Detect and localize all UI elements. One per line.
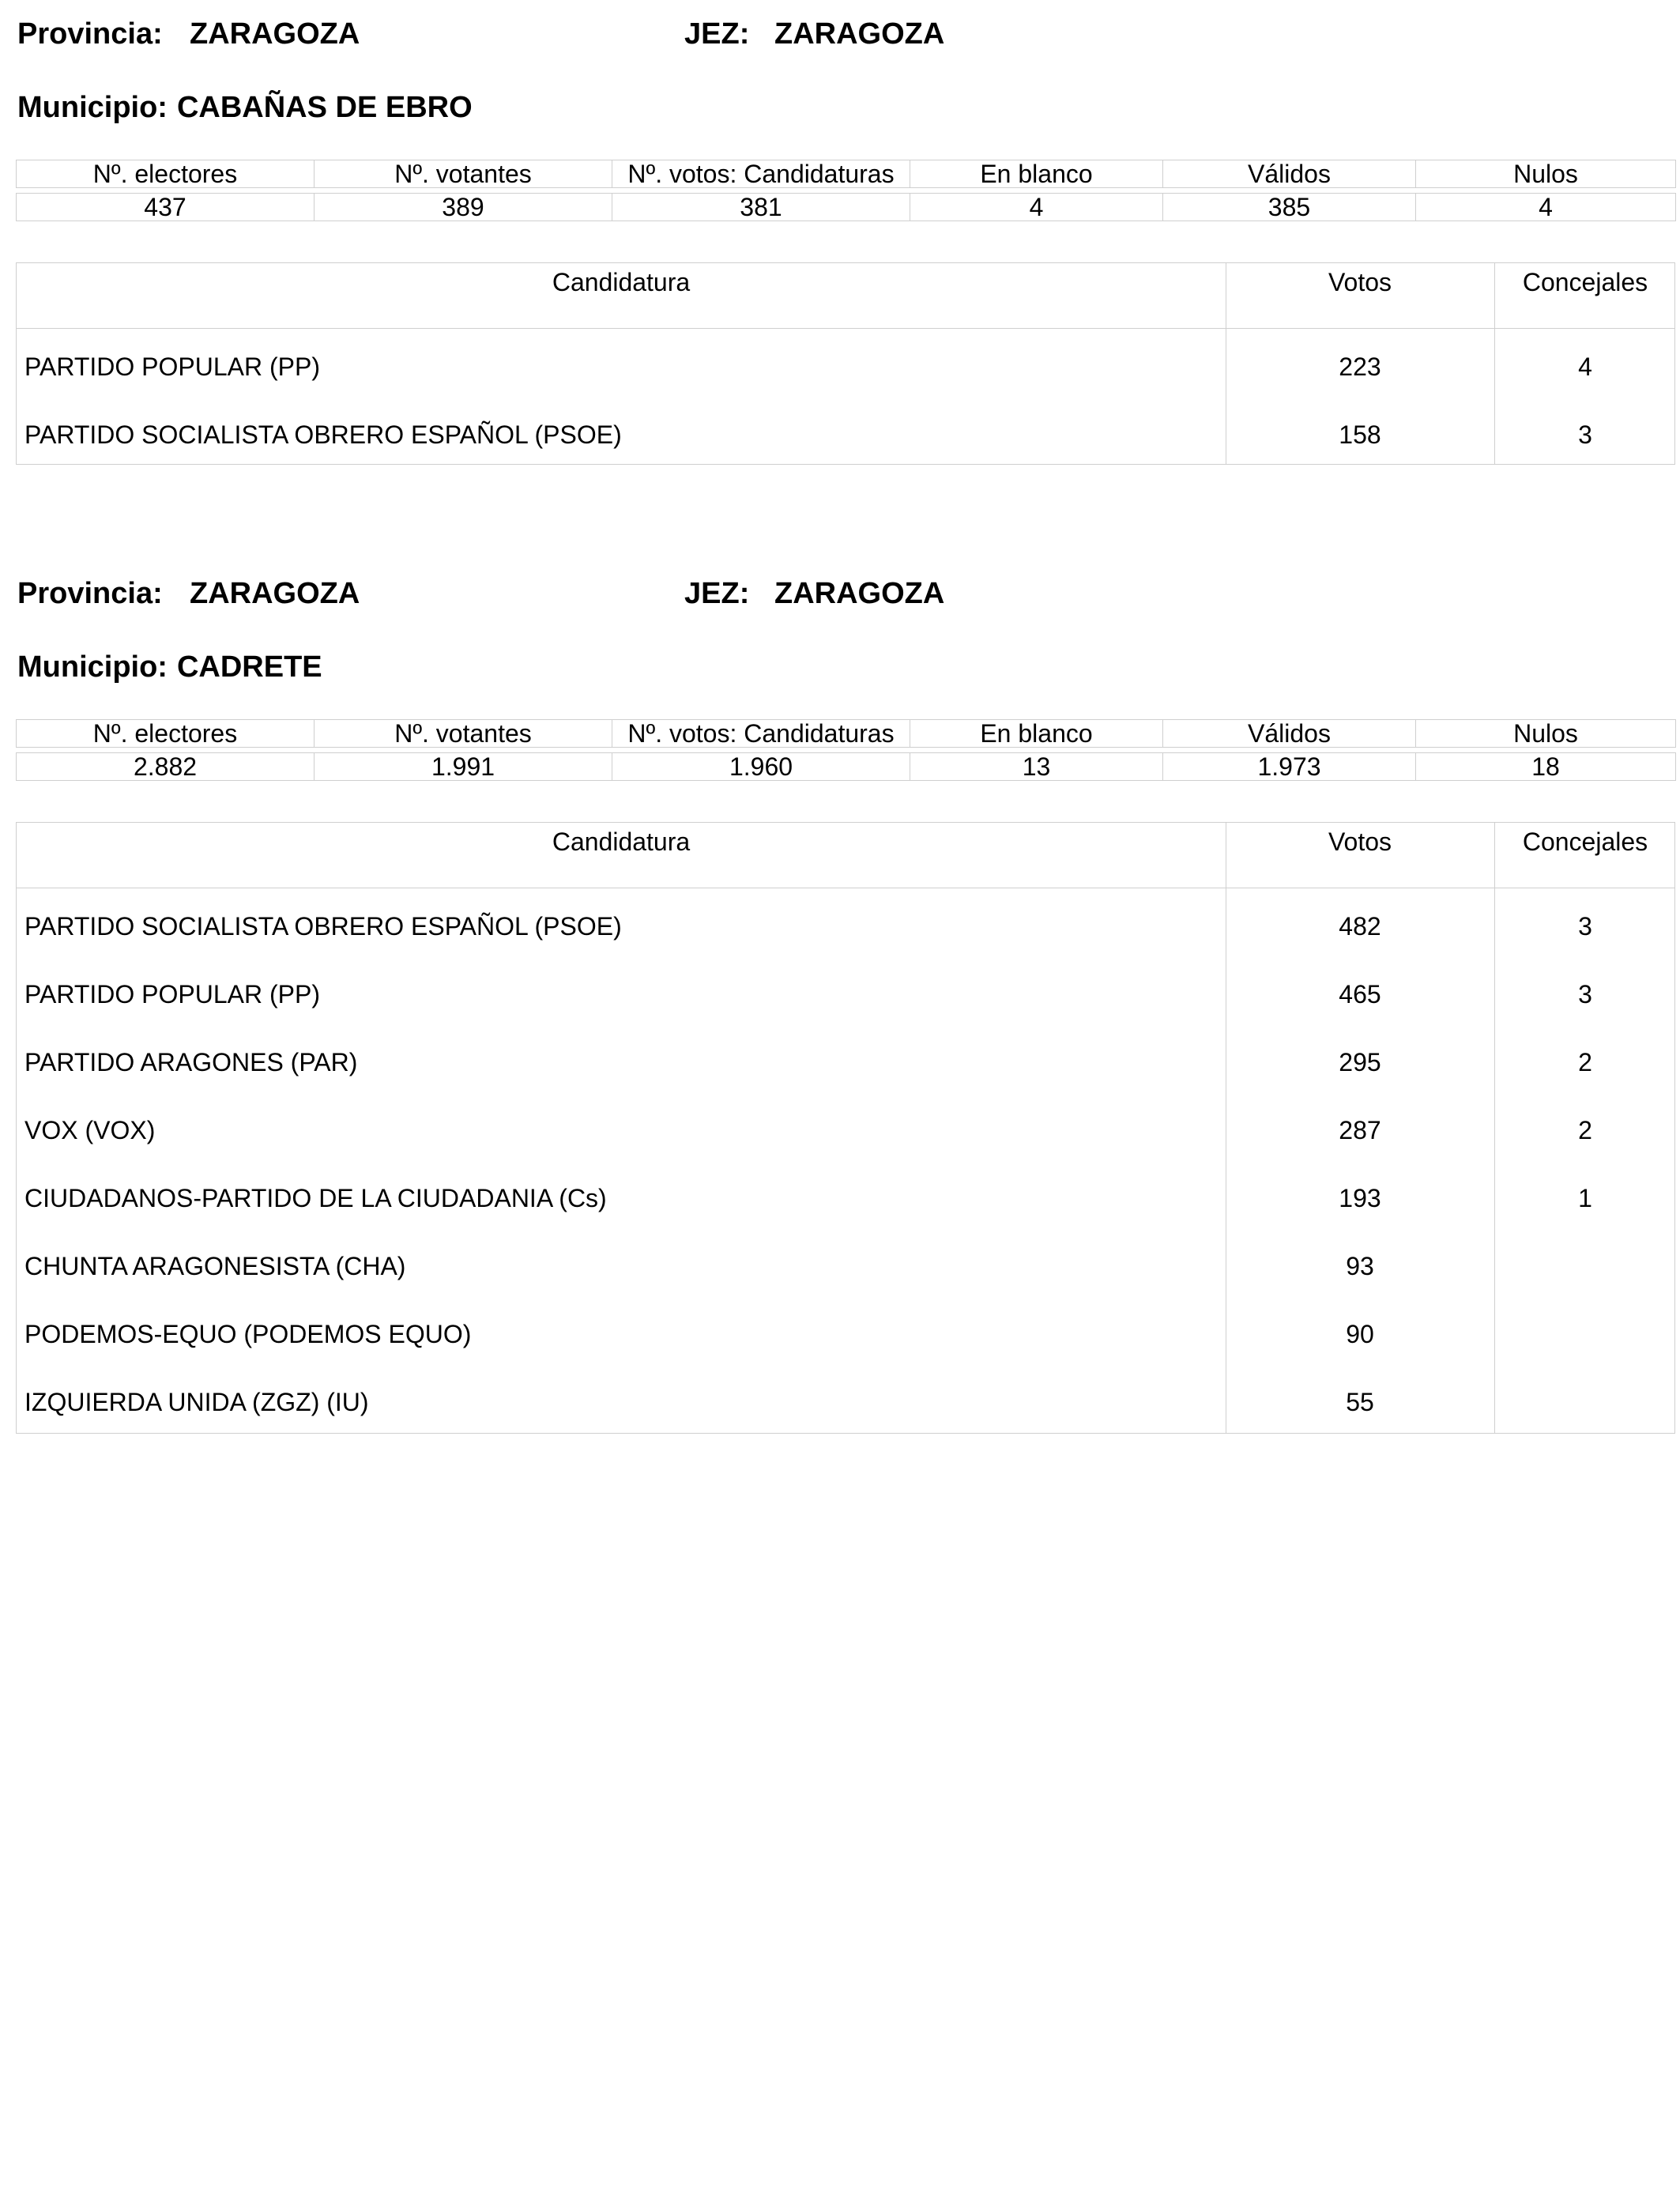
provincia-value: ZARAGOZA: [190, 17, 360, 51]
candidatura-name: PODEMOS-EQUO (PODEMOS EQUO): [24, 1320, 472, 1348]
candidatura-votos: 295: [1339, 1048, 1381, 1076]
stats-value-en-blanco: 13: [910, 753, 1163, 781]
stats-value-votos-candidaturas: 1.960: [612, 753, 910, 781]
candidatura-name: PARTIDO SOCIALISTA OBRERO ESPAÑOL (PSOE): [24, 912, 622, 941]
stats-value-validos: 1.973: [1163, 753, 1416, 781]
candidatura-votos: 193: [1339, 1184, 1381, 1212]
stats-header-validos: Válidos: [1163, 160, 1416, 188]
candidatura-votos: 482: [1339, 912, 1381, 941]
stats-header-votos-candidaturas: Nº. votos: Candidaturas: [612, 720, 910, 748]
jez-value: ZARAGOZA: [774, 17, 945, 51]
municipio-section-2: [16, 577, 1678, 1446]
header-votos: Votos: [1328, 268, 1392, 296]
municipio-title: [17, 91, 473, 125]
stats-header-row: [17, 160, 1676, 188]
stats-value-nulos: 4: [1416, 194, 1676, 221]
stats-separator: [17, 188, 1676, 194]
candidatura-concejales: 3: [1578, 980, 1592, 1008]
candidatura-votos: 55: [1346, 1388, 1374, 1416]
table-row: [17, 888, 1674, 956]
stats-table: [16, 160, 1676, 221]
stats-value-votantes: 1.991: [315, 753, 612, 781]
provincia-jez-row: [16, 577, 1678, 615]
candidatura-body: [17, 329, 1674, 465]
stats-header-en-blanco: En blanco: [910, 720, 1163, 748]
candidatura-concejales: 4: [1578, 352, 1592, 381]
municipio-label: Municipio:: [17, 650, 168, 684]
stats-value-votos-candidaturas: 381: [612, 194, 910, 221]
stats-value-nulos: 18: [1416, 753, 1676, 781]
candidatura-concejales: 2: [1578, 1116, 1592, 1144]
candidatura-header-row: [17, 263, 1674, 329]
table-row: [17, 1296, 1674, 1364]
table-row: [17, 1228, 1674, 1296]
candidatura-name: IZQUIERDA UNIDA (ZGZ) (IU): [24, 1388, 369, 1416]
candidatura-name: CIUDADANOS-PARTIDO DE LA CIUDADANIA (Cs): [24, 1184, 607, 1212]
stats-separator: [17, 748, 1676, 753]
stats-header-electores: Nº. electores: [17, 160, 315, 188]
header-candidatura: Candidatura: [552, 827, 691, 856]
table-row: [17, 1092, 1674, 1160]
jez-value: ZARAGOZA: [774, 577, 945, 610]
table-row: [17, 1364, 1674, 1432]
stats-header-en-blanco: En blanco: [910, 160, 1163, 188]
municipio-value: CABAÑAS DE EBRO: [176, 91, 473, 124]
candidatura-table: [16, 262, 1675, 465]
candidatura-votos: 287: [1339, 1116, 1381, 1144]
provincia-value: ZARAGOZA: [190, 577, 360, 610]
candidatura-votos: 223: [1339, 352, 1381, 381]
candidatura-votos: 90: [1346, 1320, 1374, 1348]
stats-value-electores: 2.882: [17, 753, 315, 781]
stats-header-votos-candidaturas: Nº. votos: Candidaturas: [612, 160, 910, 188]
candidatura-votos: 158: [1339, 420, 1381, 449]
municipio-title: [17, 650, 322, 684]
stats-table: [16, 719, 1676, 781]
municipio-section-1: [16, 17, 1678, 468]
stats-header-validos: Válidos: [1163, 720, 1416, 748]
table-row: [17, 397, 1674, 465]
municipio-value: CADRETE: [176, 650, 322, 684]
provincia-label: Provincia:: [17, 577, 163, 610]
candidatura-concejales: 3: [1578, 420, 1592, 449]
stats-value-row: [17, 194, 1676, 221]
table-row: [17, 329, 1674, 397]
table-row: [17, 1024, 1674, 1092]
jez-label: JEZ:: [684, 17, 750, 51]
header-concejales: Concejales: [1522, 827, 1648, 856]
candidatura-votos: 465: [1339, 980, 1381, 1008]
stats-header-votantes: Nº. votantes: [315, 160, 612, 188]
municipio-label: Municipio:: [17, 91, 168, 124]
candidatura-name: PARTIDO SOCIALISTA OBRERO ESPAÑOL (PSOE): [24, 420, 622, 449]
table-row: [17, 956, 1674, 1024]
candidatura-name: PARTIDO POPULAR (PP): [24, 980, 320, 1008]
header-concejales: Concejales: [1522, 268, 1648, 296]
stats-value-electores: 437: [17, 194, 315, 221]
header-candidatura: Candidatura: [552, 268, 691, 296]
candidatura-concejales: 3: [1578, 912, 1592, 941]
stats-header-row: [17, 720, 1676, 748]
candidatura-concejales: 2: [1578, 1048, 1592, 1076]
candidatura-header-row: [17, 823, 1674, 888]
stats-value-row: [17, 753, 1676, 781]
jez-label: JEZ:: [684, 577, 750, 610]
stats-header-votantes: Nº. votantes: [315, 720, 612, 748]
candidatura-body: [17, 888, 1674, 1432]
candidatura-votos: 93: [1346, 1252, 1374, 1280]
stats-value-en-blanco: 4: [910, 194, 1163, 221]
stats-header-nulos: Nulos: [1416, 160, 1676, 188]
provincia-jez-row: [16, 17, 1678, 55]
stats-value-validos: 385: [1163, 194, 1416, 221]
candidatura-name: PARTIDO POPULAR (PP): [24, 352, 320, 381]
candidatura-name: PARTIDO ARAGONES (PAR): [24, 1048, 358, 1076]
provincia-label: Provincia:: [17, 17, 163, 51]
stats-header-electores: Nº. electores: [17, 720, 315, 748]
candidatura-concejales: 1: [1578, 1184, 1592, 1212]
header-votos: Votos: [1328, 827, 1392, 856]
candidatura-name: VOX (VOX): [24, 1116, 156, 1144]
candidatura-table: [16, 822, 1675, 1434]
table-row: [17, 1160, 1674, 1228]
stats-header-nulos: Nulos: [1416, 720, 1676, 748]
candidatura-name: CHUNTA ARAGONESISTA (CHA): [24, 1252, 406, 1280]
stats-value-votantes: 389: [315, 194, 612, 221]
